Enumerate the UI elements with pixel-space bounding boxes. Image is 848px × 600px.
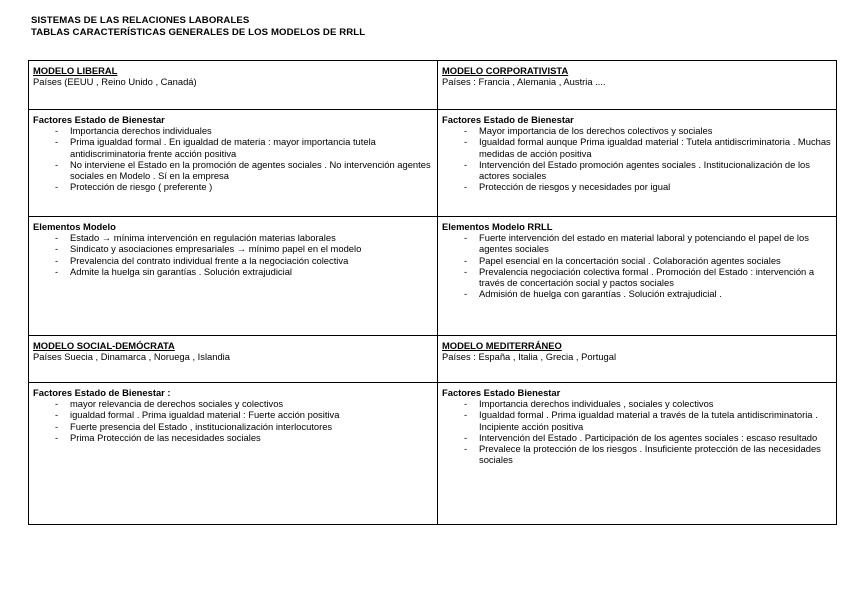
bullet-dash: - (55, 254, 59, 266)
list-item-text: Admisión de huelga con garantías . Solución extrajudicial . (479, 288, 722, 300)
socialdemocrata-model-cell (29, 336, 438, 383)
bullet-dash: - (55, 125, 59, 137)
liberal-countries: Países (EEUU , Reino Unido , Canadá) (33, 76, 197, 88)
bullet-dash: - (464, 254, 468, 266)
mediterraneo-model-cell (438, 336, 837, 383)
bullet-dash: - (464, 431, 468, 443)
corporativista-countries: Países : Francia , Alemania , Austria .... (442, 76, 606, 88)
list-item-text: igualdad formal . Prima igualdad material : Fuerte acción positiva (70, 409, 340, 421)
bullet-dash: - (55, 409, 59, 421)
mediterraneo-factores-title: Factores Estado Bienestar (442, 387, 561, 398)
bullet-dash: - (55, 158, 59, 170)
bullet-dash: - (464, 443, 468, 455)
list-item-text: Protección de riesgos y necesidades por igual (479, 181, 671, 193)
mediterraneo-model-title: MODELO MEDITERRÁNEO (442, 340, 562, 351)
bullet-dash: - (464, 232, 468, 244)
list-item (33, 232, 433, 243)
list-item (442, 181, 832, 192)
list-item (33, 409, 433, 420)
list-item (442, 432, 832, 443)
liberal-model-cell (29, 61, 438, 110)
list-item (442, 255, 832, 266)
document-title: SISTEMAS DE LAS RELACIONES LABORALES (31, 15, 250, 26)
list-item (442, 136, 832, 158)
list-item (442, 398, 832, 409)
mediterraneo-countries: Países : España , Italia , Grecia , Portugal (442, 351, 617, 363)
list-item-text: No interviene el Estado en la promoción de agentes sociales . No intervención agentes sociales en Modelo . Sí en la empresa (70, 158, 431, 182)
list-item-text: Prevalencia negociación colectiva formal . Promoción del Estado : intervención a través de concertación social y pactos sociales (479, 265, 815, 289)
bullet-dash: - (464, 136, 468, 148)
bullet-dash: - (55, 431, 59, 443)
table-row (29, 110, 837, 217)
liberal-factores-list (33, 125, 433, 192)
list-item-text: Prima Protección de las necesidades sociales (70, 431, 261, 443)
list-item-text: mayor relevancia de derechos sociales y colectivos (70, 398, 284, 410)
liberal-elementos-list (33, 232, 433, 277)
list-item-text: Importancia derechos individuales , sociales y colectivos (479, 398, 714, 410)
bullet-dash: - (55, 243, 59, 255)
list-item (442, 232, 832, 254)
list-item (33, 159, 433, 181)
bullet-dash: - (464, 158, 468, 170)
list-item (33, 181, 433, 192)
list-item-text: Prevalencia del contrato individual frente a la negociación colectiva (70, 254, 349, 266)
corporativista-factores-cell (438, 110, 837, 217)
bullet-dash: - (464, 409, 468, 421)
liberal-model-title: MODELO LIBERAL (33, 65, 118, 76)
socialdemocrata-model-title: MODELO SOCIAL-DEMÓCRATA (33, 340, 175, 351)
bullet-dash: - (55, 265, 59, 277)
table-row (29, 336, 837, 383)
list-item (33, 266, 433, 277)
table-row (29, 61, 837, 110)
bullet-dash: - (55, 181, 59, 193)
list-item-text: Importancia derechos individuales (70, 125, 212, 137)
list-item (442, 159, 832, 181)
list-item (33, 136, 433, 158)
list-item (33, 243, 433, 254)
mediterraneo-factores-cell (438, 383, 837, 525)
list-item (33, 421, 433, 432)
list-item-text: Mayor importancia de los derechos colectivos y sociales (479, 125, 713, 137)
corporativista-elementos-title: Elementos Modelo RRLL (442, 221, 553, 232)
bullet-dash: - (464, 125, 468, 137)
list-item-text: Admite la huelga sin garantías . Solución extrajudicial (70, 265, 293, 277)
bullet-dash: - (464, 265, 468, 277)
bullet-dash: - (55, 398, 59, 410)
list-item (33, 125, 433, 136)
list-item-text: Intervención del Estado promoción agentes sociales . Institucionalización de los actores sociales (479, 158, 810, 182)
list-item-text: Igualdad formal . Prima igualdad material a través de la tutela antidiscriminatoria . Incipiente acción positiva (479, 409, 818, 432)
table-row (29, 217, 837, 336)
list-item-text: Papel esencial en la concertación social . Colaboración agentes sociales (479, 254, 781, 266)
mediterraneo-factores-list (442, 398, 832, 465)
list-item (33, 255, 433, 266)
socialdemocrata-factores-cell (29, 383, 438, 525)
corporativista-model-title: MODELO CORPORATIVISTA (442, 65, 569, 76)
list-item-text: Fuerte presencia del Estado , institucionalización interlocutores (70, 420, 333, 432)
list-item (442, 443, 832, 465)
list-item-text: Prima igualdad formal . En igualdad de materia : mayor importancia tutela antidiscriminatoria frente acción positiva (70, 136, 376, 159)
list-item (442, 125, 832, 136)
socialdemocrata-factores-title: Factores Estado de Bienestar : (33, 387, 171, 398)
socialdemocrata-factores-list (33, 398, 433, 443)
list-item (442, 288, 832, 299)
document-subtitle: TABLAS CARACTERÍSTICAS GENERALES DE LOS MODELOS DE RRLL (31, 27, 366, 38)
corporativista-factores-title: Factores Estado de Bienestar (442, 114, 574, 125)
list-item (442, 409, 832, 431)
list-item-text: Sindicato y asociaciones empresariales → mínimo papel en el modelo (70, 243, 362, 255)
list-item-text: Intervención del Estado . Participación de los agentes sociales : escaso resultado (479, 431, 818, 443)
bullet-dash: - (55, 136, 59, 148)
liberal-factores-cell (29, 110, 438, 217)
list-item (33, 432, 433, 443)
bullet-dash: - (55, 232, 59, 244)
list-item (442, 266, 832, 288)
bullet-dash: - (464, 181, 468, 193)
document-header (31, 15, 365, 39)
list-item-text: Protección de riesgo ( preferente ) (70, 181, 213, 193)
list-item-text: Fuerte intervención del estado en material laboral y potenciando el papel de los agentes sociales (479, 232, 809, 255)
bullet-dash: - (464, 288, 468, 300)
list-item-text: Igualdad formal aunque Prima igualdad material : Tutela antidiscriminatoria . Muchas medidas de acción positiva (479, 136, 831, 159)
list-item (33, 398, 433, 409)
list-item-text: Estado → mínima intervención en regulación materias laborales (70, 232, 336, 244)
liberal-elementos-title: Elementos Modelo (33, 221, 116, 232)
liberal-factores-title: Factores Estado de Bienestar (33, 114, 165, 125)
table-row (29, 383, 837, 525)
liberal-elementos-cell (29, 217, 438, 336)
models-table (28, 60, 837, 525)
corporativista-model-cell (438, 61, 837, 110)
corporativista-factores-list (442, 125, 832, 192)
bullet-dash: - (55, 420, 59, 432)
socialdemocrata-countries: Países Suecia , Dinamarca , Noruega , Islandia (33, 351, 230, 363)
corporativista-elementos-list (442, 232, 832, 299)
corporativista-elementos-cell (438, 217, 837, 336)
list-item-text: Prevalece la protección de los riesgos . Insuficiente protección de las necesidades sociales (479, 443, 821, 466)
bullet-dash: - (464, 398, 468, 410)
